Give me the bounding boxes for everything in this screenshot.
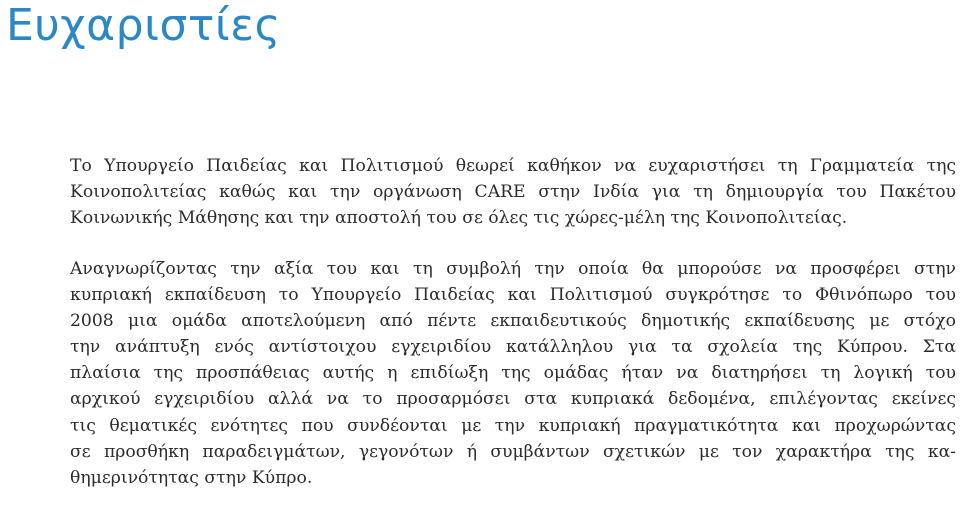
acknowledgement-paragraph-2 xyxy=(70,256,956,491)
paragraph-line: αρχικού εγχειριδίου αλλά να το προσαρμόσει στα κυπριακά δεδομένα, επιλέγοντας εκείνες xyxy=(70,389,956,410)
paragraph-line: πλαίσια της προσπάθειας αυτής η επιδίωξη της ομάδας ήταν να διατηρήσει τη λογική του xyxy=(70,363,956,384)
paragraph-line: τις θεματικές ενότητες που συνδέονται με την κυπριακή πραγματικότητα και προχωρώντας xyxy=(70,415,956,436)
paragraph-line: θημερινότητας στην Κύπρο. xyxy=(70,467,313,488)
acknowledgement-paragraph-1 xyxy=(70,153,956,231)
paragraph-line: κυπριακή εκπαίδευση το Υπουργείο Παιδείας και Πολιτισμού συγκρότησε το Φθινόπωρο του xyxy=(70,285,956,306)
paragraph-line: την ανάπτυξη ενός αντίστοιχου εγχειριδίου κατάλληλου για τα σχολεία της Κύπρου. Στα xyxy=(70,337,956,358)
paragraph-line: Κοινωνικής Μάθησης και την αποστολή του σε όλες τις χώρες-μέλη της Κοινοπολιτείας. xyxy=(70,208,848,229)
paragraph-line: Κοινοπολιτείας καθώς και την οργάνωση CARE στην Ινδία για τη δημιουργία του Πακέτου xyxy=(70,182,956,203)
page-title: Ευχαριστίες xyxy=(6,0,281,51)
paragraph-line: Το Υπουργείο Παιδείας και Πολιτισμού θεωρεί καθήκον να ευχαριστήσει τη Γραμματεία της xyxy=(70,156,956,176)
paragraph-line: 2008 μια ομάδα αποτελούμενη από πέντε εκπαιδευτικούς δημοτικής εκπαίδευσης με στόχο xyxy=(70,311,956,332)
paragraph-line: Αναγνωρίζοντας την αξία του και τη συμβολή την οποία θα μπορούσε να προσφέρει στην xyxy=(70,259,956,279)
paragraph-line: σε προσθήκη παραδειγμάτων, γεγονότων ή συμβάντων σχετικών με τον χαρακτήρα της κα- xyxy=(70,441,956,462)
